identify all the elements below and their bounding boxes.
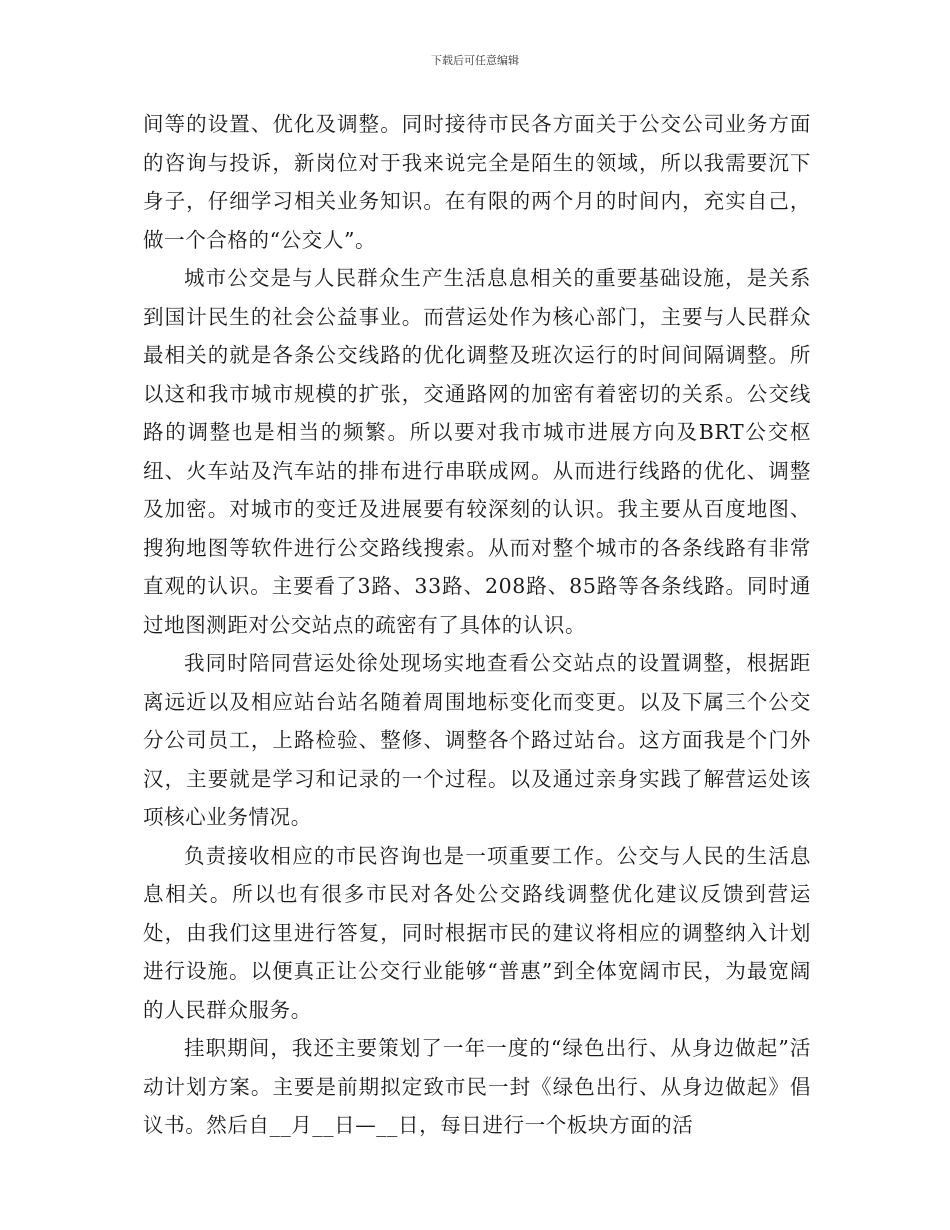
paragraph-1: 间等的设置、优化及调整。同时接待市民各方面关于公交公司业务方面的咨询与投诉，新岗位对于我来说完全是陌生的领域，所以我需要沉下身子，仔细学习相关业务知识。在有限的两个月的时间内，充实自己，做一个合格的“公交人”。 [143,112,811,252]
paragraph-4: 负责接收相应的市民咨询也是一项重要工作。公交与人民的生活息息相关。所以也有很多市民对各处公交路线调整优化建议反馈到营运处，由我们这里进行答复，同时根据市民的建议将相应的调整纳入计划进行设施。以便真正让公交行业能够“普惠”到全体宽阔市民，为最宽阔的人民群众服务。 [143,843,811,1022]
document-body [143,105,811,1145]
paragraph-5: 挂职期间，我还主要策划了一年一度的“绿色出行、从身边做起”活动计划方案。主要是前期拟定致市民一封《绿色出行、从身边做起》倡议书。然后自__月__日—__日，每日进行一个板块方面的活 [143,1036,811,1137]
paragraph-3: 我同时陪同营运处徐处现场实地查看公交站点的设置调整，根据距离远近以及相应站台站名随着周围地标变化而变更。以及下属三个公交分公司员工，上路检验、整修、调整各个路过站台。这方面我是个门外汉，主要就是学习和记录的一个过程。以及通过亲身实践了解营运处该项核心业务情况。 [143,651,811,829]
paragraph-2: 城市公交是与人民群众生产生活息息相关的重要基础设施，是关系到国计民生的社会公益事业。而营运处作为核心部门，主要与人民群众最相关的就是各条公交线路的优化调整及班次运行的时间间隔调整。所以这和我市城市规模的扩张，交通路网的加密有着密切的关系。公交线路的调整也是相当的频繁。所以要对我市城市进展方向及BRT公交枢纽、火车站及汽车站的排布进行串联成网。从而进行线路的优化、调整及加密。对城市的变迁及进展要有较深刻的认识。我主要从百度地图、搜狗地图等软件进行公交路线搜索。从而对整个城市的各条线路有非常直观的认识。主要看了3路、33路、208路、85路等各条线路。同时通过地图测距对公交站点的疏密有了具体的认识。 [143,266,811,637]
page-header: 下载后可任意编辑 [431,54,519,67]
